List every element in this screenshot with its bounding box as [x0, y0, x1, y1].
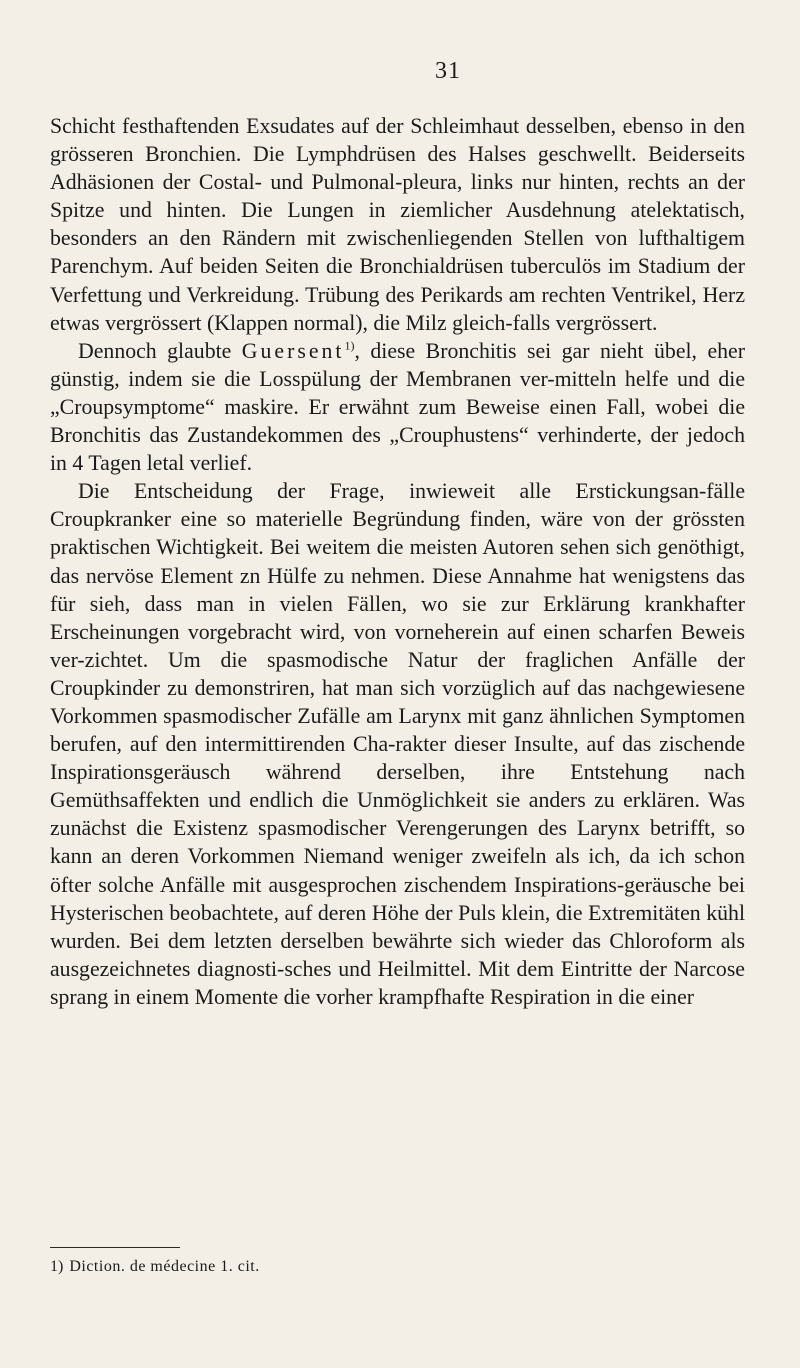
page-number: 31 — [435, 58, 461, 84]
footnote-text: Diction. de médecine 1. cit. — [69, 1258, 260, 1275]
author-name-guersent: Guersent — [241, 338, 345, 363]
paragraph-1: Schicht festhaftenden Exsudates auf der Schleimhaut desselben, ebenso in den grösseren Bronchien. Die Lymphdrüsen des Halses geschwellt. Beiderseits Adhäsionen der Costal- und Pulmonal-pleura, links nur hinten, rechts an der Spitze und hinten. Die Lungen in ziemlicher Ausdehnung atelektatisch, besonders an den Rändern mit zwischenliegenden Stellen von lufthaltigem Parenchym. Auf beiden Seiten die Bronchialdrüsen tuberculös im Stadium der Verfettung und Verkreidung. Trübung des Perikards am rechten Ventrikel, Herz etwas vergrössert (Klappen normal), die Milz gleich-falls vergrössert. — [50, 114, 745, 335]
paragraph-2-after: , diese Bronchitis sei gar nieht übel, eher günstig, indem sie die Losspülung der Membranen ver-mitteln helfe und die „Croupsymptome“ maskire. Er erwähnt zum Beweise einen Fall, wobei die Bronchitis das Zustandekommen des „Crouphustens“ verhinderte, der jedoch in 4 Tagen letal verlief. — [50, 338, 745, 476]
paragraph-3: Die Entscheidung der Frage, inwieweit alle Erstickungsan-fälle Croupkranker eine so materielle Begründung finden, wäre von der grössten praktischen Wichtigkeit. Bei weitem die meisten Autoren sehen sich genöthigt, das nervöse Element zn Hülfe zu nehmen. Diese Annahme hat wenigstens das für sieh, dass man in vielen Fällen, wo sie zur Erklärung krankhafter Erscheinungen vorgebracht wird, von vorneherein auf einen scharfen Beweis ver-zichtet. Um die spasmodische Natur der fraglichen Anfälle der Croupkinder zu demonstriren, hat man sich vorzüglich auf das nachgewiesene Vorkommen spasmodischer Zufälle am Larynx mit ganz ähnlichen Symptomen berufen, auf den intermittirenden Cha-rakter dieser Insulte, auf das zischende Inspirationsgeräusch während derselben, ihre Entstehung nach Gemüthsaffekten und endlich die Unmöglichkeit sie anders zu erklären. Was zunächst die Existenz spasmodischer Verengerungen des Larynx betrifft, so kann an deren Vorkommen Niemand weniger zweifeln als ich, da ich schon öfter solche Anfälle mit ausgesprochen zischendem Inspirations-geräusche bei Hysterischen beobachtete, auf deren Höhe der Puls klein, die Extremitäten kühl wurden. Bei dem letzten derselben bewährte sich wieder das Chloroform als ausgezeichnetes diagnosti-sches und Heilmittel. Mit dem Eintritte der Narcose sprang in einem Momente die vorher krampfhafte Respiration in die einer — [50, 479, 745, 1009]
paragraph-2-before: Dennoch glaubte — [78, 338, 242, 363]
footnote-divider — [50, 1247, 180, 1248]
paragraph-2 — [50, 337, 745, 477]
footnote-reference: 1) — [344, 338, 355, 353]
body-text — [50, 112, 745, 1011]
footnote-mark: 1) — [50, 1258, 64, 1275]
footnote — [50, 1258, 260, 1276]
